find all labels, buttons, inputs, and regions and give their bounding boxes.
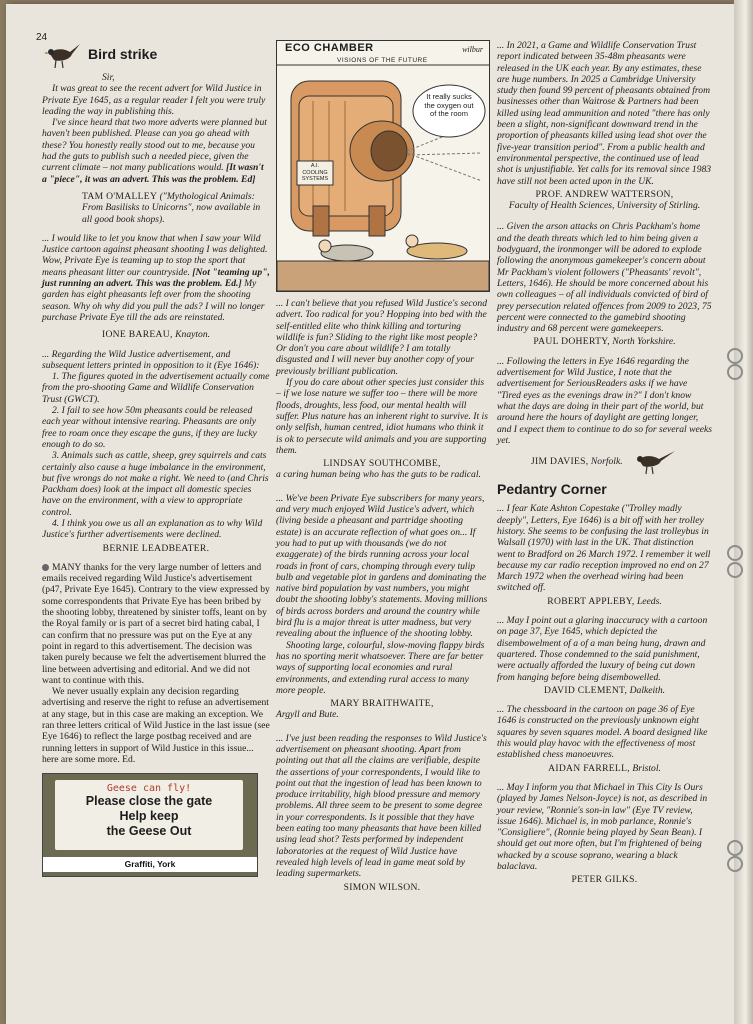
- pheasant-icon: [633, 448, 677, 476]
- binding-ring: [727, 545, 743, 561]
- letter-signature: [42, 543, 270, 554]
- letter-signature: [497, 189, 712, 200]
- editor-note: [Not "teaming up", just running an advert. This was the problem. Ed.]: [42, 266, 270, 290]
- signature-name: MARY BRAITHWAITE,: [330, 698, 434, 710]
- letter-point: 2. I fail to see how 50m pheasants could be released each year without intensive rearing. Pheasants are only free to roam once they escape the guns, if they are lucky enough to do so.: [42, 405, 257, 450]
- pheasant-icon: [42, 40, 82, 70]
- letter-text: I've since heard that two more adverts were planned but haven't been published. Please can you go ahead with these? You honestly really stood out to me, because you had the guts to publish such a needed piece, given the current climate – not many publications would.: [42, 117, 267, 174]
- page-number: 24: [36, 32, 48, 43]
- letter-signature: [497, 448, 712, 476]
- letter-signature: [497, 596, 712, 607]
- letter-body: ... Given the arson attacks on Chris Packham's home and the death threats which led to him being given a bodyguard, the ironmonger will be adored to explode following the anonymous gamekeeper's concern about Mr Packham's violent followers ("Pheasants' revolt", Letters, 1646). He should be more concerned about his own colleagues – of all individuals convicted of bird of prey persecution related offences from 2009 to 2023, 75 percent were connected to the gamebird shooting industry and 68 percent were gamekeepers.: [497, 221, 712, 335]
- letter-signature: [497, 874, 712, 885]
- binding-ring: [727, 562, 743, 578]
- letter-signature: [276, 458, 488, 469]
- signature-name: DAVID CLEMENT,: [543, 684, 628, 696]
- signature-name: AIDAN FARRELL,: [548, 762, 630, 774]
- letter-point: 1. The figures quoted in the advertisement actually come from the pro-shooting Game and Wildlife Conservation Trust (GWCT).: [42, 371, 270, 405]
- binding-ring: [727, 364, 743, 380]
- bullet-icon: [42, 564, 49, 571]
- letter-body: [42, 233, 270, 323]
- cartoon-title: ECO CHAMBER: [285, 42, 374, 54]
- graffiti-photo: [42, 773, 258, 877]
- letter-body: ... May I inform you that Michael in This City Is Ours (played by James Nelson-Joyce) is not, as described in your review, "Ronnie's son-in law" (Eye TV review, issue 1646). Michael is, in mob parlance, Ronnie's "Consigliere", (Ronnie being played by Sean Bean). I should get out more often, but I'm frightened of being whacked by a scouse soprano, wearing a black balaclava.: [497, 781, 708, 872]
- letter-body: ... I can't believe that you refused Wild Justice's second advert. Too radical for you? Hopping into bed with the self-entitled elite who think killing and torturing wildlife is fun? Sliding to the right like most people? Or don't you care about wildlife? I am totally disgusted and I will never buy another copy of your previously brilliant publication.: [276, 298, 488, 377]
- gate-sign: [55, 780, 243, 850]
- sign-line: the Geese Out: [106, 824, 192, 839]
- column-right: [497, 40, 712, 894]
- letter-signature: [497, 336, 712, 347]
- signature-place: Argyll and Bute.: [276, 709, 339, 721]
- letter-body: ... In 2021, a Game and Wildlife Conservation Trust report indicated between 35-48m pheasants were released in the UK each year. By any estimates, these are huge numbers. In 2025 a Cambridge University study then found 99 percent of pheasants obtained from businesses other than Waitrose & Partners had been killed using lead ammunition and noted "there has only been a slight, non-significant downward trend in the proportion of pheasants killed using lead shot over the five-year transition period". From a public health and environmental perspective, the continued use of lead shot is unjustifiable. Yet calls for its removal since 1983 have still not been acted upon in the UK.: [497, 40, 712, 187]
- bird-strike-title: Bird strike: [88, 46, 158, 63]
- graffiti-text: Geese can fly!: [106, 783, 192, 795]
- signature-name: SIMON WILSON.: [343, 881, 421, 893]
- letter-body: ... Regarding the Wild Justice advertisement, and subsequent letters printed in opposition to it (Eye 1646):: [42, 348, 260, 371]
- letter-signature: [497, 685, 712, 696]
- signature-place: Norfolk.: [590, 456, 623, 468]
- letter-body: ... I fear Kate Ashton Copestake ("Trolley madly deeply", Letters, Eye 1646) is a bit off with her trolley history. She seems to be confusing the last trolleybus in Walsall (1970) with last in the UK. That distinction went to Bradford on 26 March 1972. I remember it well because my car radio reception improved no end on 27 March 1972 when the overhead wiring had been switched off.: [497, 503, 711, 594]
- eco-chamber-cartoon: [276, 40, 490, 292]
- signature-name: JIM DAVIES,: [531, 456, 589, 468]
- signature-place: Bristol.: [632, 762, 661, 774]
- binding-ring: [727, 856, 743, 872]
- signature-place: Faculty of Health Sciences, University of Stirling.: [508, 200, 701, 212]
- letter-body: ... The chessboard in the cartoon on page 36 of Eye 1646 is constructed on the previously unknown eight squares by seven squares model. A board designed like this would play havoc with the effectiveness of most established chess manoeuvres.: [497, 704, 708, 761]
- letter-point: 4. I think you owe us all an explanation as to why Wild Justice's further advertisements were declined.: [42, 517, 263, 541]
- sign-line: Please close the gate: [85, 794, 213, 809]
- letter-body: If you do care about other species just consider this – if we lose nature we suffer too – there will be more floods, droughts, less food, our mental health will suffer. Plus nature has an inherent right to survive. It is only selfish, human centred, idiot humans who think it is ok to persecute wild animals and you are supporting them.: [276, 377, 488, 456]
- letter-body: ... Following the letters in Eye 1646 regarding the advertisement for Wild Justice, I note that the advertisement for SeriousReaders asks if we have "Tired eyes as the evenings draw in?" I don't know what the days are doing in their part of the world, but around here the hours of daylight are getting longer, and I expect them to continue to do so for several weeks yet.: [497, 355, 713, 446]
- letter-salutation: Sir,: [102, 72, 115, 83]
- letter-text: My garden has eight pheasants left over from the shooting season. Why oh why did you pull the ads? I will no longer purchase Private Eye till the ads are reinstated.: [42, 278, 265, 323]
- magazine-page: [6, 4, 734, 1024]
- signature-name: PETER GILKS.: [571, 874, 638, 886]
- pedantry-corner-heading: Pedantry Corner: [497, 481, 607, 498]
- binding-ring: [727, 840, 743, 856]
- editor-note: [It wasn't a "piece", it was an advert. This was the problem. Ed]: [42, 162, 264, 185]
- letter-body: [42, 117, 270, 185]
- letter-text: It was great to see the recent advert for Wild Justice in Private Eye 1645, as a regular reader I felt you were truly leading the way in publishing this.: [42, 83, 266, 117]
- binding-ring: [727, 348, 743, 364]
- signature-name: PAUL DOHERTY,: [533, 336, 610, 348]
- signature-name: IONE BAREAU,: [101, 329, 173, 341]
- editorial-note: We never usually explain any decision regarding advertising and reserve the right to refuse an advertisement at any stage, but in this case are making an exception. We ran three letters critical of Wild Justice in the last issue (see Eye 1646) to reflect the large postbag received and are running letters in support of Wild Justice in this issue... here are some more. Ed.: [42, 686, 270, 765]
- letter-point: 3. Animals such as cattle, sheep, grey squirrels and cats certainly also cause a huge imbalance in the environment, but five wrongs do not make a right. We need to (and Chris Packham does) look at the impact all domestic species have on the environment, with a view to appropriate control.: [42, 450, 269, 518]
- letter-signature: [42, 191, 270, 225]
- signature-place: Leeds.: [636, 595, 662, 607]
- signature-place: Dalkeith.: [629, 684, 666, 696]
- signature-name: ROBERT APPLEBY,: [547, 595, 635, 607]
- letter-body: ... I've just been reading the responses to Wild Justice's advertisement on pheasant shooting. Apart from pointing out that all the claims are verifiable, despite the assertions of your correspondents, I would like to point out that the ingestion of lead has been known to produce irritability, high blood pressure and memory problems. All three seem to be present to some degree in your correspondents. Is it possible that they have been eating too many pheasants that have been killed using lead shot? Tests performed by independent laboratories at the request of Wild Justice have revealed high levels of lead in game meat sold by leading supermarkets.: [276, 732, 487, 880]
- letter-body: Shooting large, colourful, slow-moving flappy birds has no sporting merit whatsoever. There are far better ways of supporting local economies and rural environments, and extending rural access to many more people.: [276, 639, 485, 696]
- signature-detail: ("Mythological Animals: From Basilisks to Unicorns", now available in all good book shops).: [82, 190, 261, 225]
- letter-signature: [276, 882, 488, 893]
- letter-signature: [42, 329, 270, 340]
- cartoon-signature: wilbur: [462, 45, 483, 54]
- bird-strike-heading: [42, 40, 270, 70]
- letter-text: ... I would like to let you know that when I saw your Wild Justice cartoon against pheasant shooting I was delighted. Wow, Private Eye is teaming up to stop the sport that means pheasant litter our countryside.: [42, 232, 268, 278]
- sign-line: Help keep: [119, 809, 179, 824]
- signature-place: North Yorkshire.: [612, 336, 676, 348]
- signature-name: BERNIE LEADBEATER.: [102, 542, 210, 554]
- letter-body: ... We've been Private Eye subscribers for many years, and very much enjoyed Wild Justice's advert, which (living beside a pheasant and partridge shooting estate) is an accurate reflection of what goes on... If you had to put up with thousands (we do not exaggerate) of the birds running across your local roads in front of cars, chomping through every tulip bulb and vegetable plot in gardens and dominating the native bird population by vast numbers, you might doubt the shooting lobby's statements. Moving millions of birds across borders and around the country while bird flu is a major threat is utter madness, but very revealing about the influence of the shooting lobby.: [276, 492, 488, 640]
- cartoon-subtitle: VISIONS OF THE FUTURE: [337, 57, 428, 64]
- letter-body: [42, 83, 270, 117]
- signature-place: Knayton.: [175, 329, 211, 341]
- letter-signature: [276, 698, 488, 709]
- signature-name: LINDSAY SOUTHCOMBE,: [323, 458, 441, 470]
- letter-signature: [497, 763, 712, 774]
- signature-name: TAM O'MALLEY: [82, 190, 158, 202]
- speech-bubble: It really sucks the oxygen out of the room: [424, 92, 474, 118]
- signature-name: PROF. ANDREW WATTERSON,: [535, 188, 674, 200]
- signature-detail: a caring human being who has the guts to be radical.: [276, 469, 481, 481]
- column-middle: [276, 40, 488, 901]
- photo-caption: Graffiti, York: [43, 857, 257, 872]
- editorial-note: [42, 562, 270, 686]
- editorial-text: MANY thanks for the very large number of letters and emails received regarding Wild Justice's advertisement (p47, Private Eye 1645). Contrary to the view expressed by some correspondents that Private Eye has been bribed by the shooting lobby, threatened by sinister toffs, leant on by the Royal family or is part of a secret bird hating cabal, I can confirm that no pressure was put on the Eye at any point in regard to this advertisement. The decision was taken purely because we felt the advertisement blurred the line between advertising and editorial. And we did not want to continue with this.: [42, 561, 270, 686]
- column-left: [42, 40, 270, 877]
- machine-label: A.I. COOLING SYSTEMS: [301, 163, 329, 182]
- letter-body: ... May I point out a glaring inaccuracy with a cartoon on page 37, Eye 1645, which depicted the disembowelment of a of a man being hung, drawn and quartered. Those condemned to the said punishment, were actually afforded the luxury of being cut down from hanging before being disembowelled.: [497, 615, 708, 683]
